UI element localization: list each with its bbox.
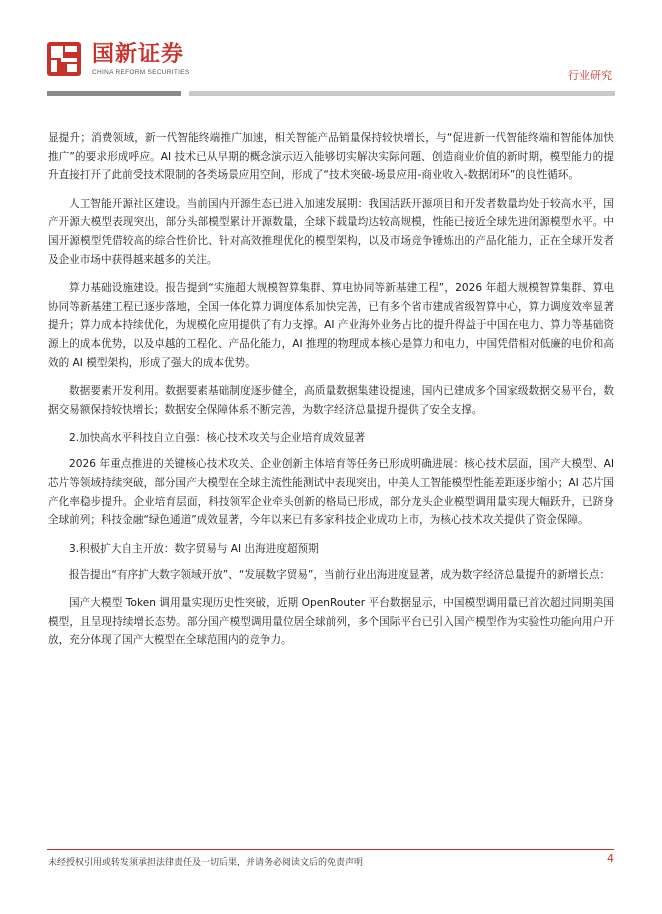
paragraph-consumer-ai: 显提升；消费领域，新一代智能终端推广加速，相关智能产品销量保持较快增长，与“促进新一代智能终端和智能体加快推广”的要求形成呼应。AI 技术已从早期的概念演示迈入能够切实解决实际问题、创造商业价值的新时期，模型能力的提升直接打开了此前受技术限制的各类场景应用空间，形成了“技术突破-场景应用-商业收入-数据闭环”的良性循环。 bbox=[48, 132, 614, 182]
footer-divider bbox=[47, 849, 614, 850]
page-number: 4 bbox=[607, 852, 614, 865]
company-logo bbox=[47, 42, 207, 82]
paragraph-token-usage: 国产大模型 Token 调用量实现历史性突破，近期 OpenRouter 平台数据显示，中国模型调用量已首次超过同期美国模型，且呈现持续增长态势。部分国产模型调用量位居全球前列，多个国际平台已引入国产模型作为实验性功能向用户开放，充分体现了国产大模型在全球范围内的竞争力。 bbox=[48, 597, 614, 647]
section-heading-2: 2.加快高水平科技自立自强：核心技术攻关与企业培育成效显著 bbox=[69, 432, 366, 445]
logo-subtitle: CHINA REFORM SECURITIES bbox=[92, 69, 190, 76]
paragraph-open-source: 人工智能开源社区建设。当前国内开源生态已进入加速发展期：我国活跃开源项目和开发者数量均处于较高水平，国产开源大模型表现突出，部分头部模型累计开源数量，全球下载量均达较高规模，性能已接近全球先进闭源模型水平。中国开源模型凭借较高的综合性价比、针对高效推理优化的模型架构，以及市场竞争锤炼出的产品化能力，正在全球开发者及企业市场中获得越来越多的关注。 bbox=[48, 197, 614, 266]
header-bar-light bbox=[189, 91, 615, 96]
paragraph-tech-progress: 2026 年重点推进的关键核心技术攻关、企业创新主体培育等任务已形成明确进展：核心技术层面，国产大模型、AI 芯片等领域持续突破，部分国产大模型在全球主流性能测试中表现突出，中美人工智能模型性能差距逐步缩小；AI 芯片国产化率稳步提升。企业培育层面，科技领军企业牵头创新的格局已形成，部分龙头企业模型调用量实现大幅跃升，已跻身全球前列；科技金融“绿色通道”成效显著，今年以来已有多家科技企业成功上市，为核心技术攻关提供了资金保障。 bbox=[48, 458, 614, 527]
paragraph-compute: 算力基础设施建设。报告提到“实施超大规模智算集群、算电协同等新基建工程”，2026 年超大规模智算集群、算电协同等新基建工程已逐步落地，全国一体化算力调度体系加快完善，已有多个省市建成省级智算中心，算力调度效率显著提升；算力成本持续优化，为规模化应用提供了有力支撑。AI 产业海外业务占比的提升得益于中国在电力、算力等基础资源上的成本优势，以及卓越的工程化、产品化能力，AI 推理的物理成本核心是算力和电力，中国凭借相对低廉的电价和高效的 AI 模型架构，形成了强大的成本优势。 bbox=[48, 282, 614, 369]
paragraph-digital-trade: 报告提出“有序扩大数字领域开放”、“发展数字贸易”，当前行业出海进度显著，成为数字经济总量提升的新增长点： bbox=[69, 568, 611, 581]
paragraph-data-elements: 数据要素开发利用。数据要素基础制度逐步健全，高质量数据集建设提速，国内已建成多个国家级数据交易平台，数据交易额保持较快增长；数据安全保障体系不断完善，为数字经济总量提升提供了安全支撑。 bbox=[48, 385, 614, 416]
document-body bbox=[48, 129, 614, 660]
section-tag: 行业研究 bbox=[568, 69, 612, 82]
header-bar-dark bbox=[47, 91, 181, 96]
section-heading-3: 3.积极扩大自主开放：数字贸易与 AI 出海进度超预期 bbox=[69, 542, 319, 555]
logo-mark-icon bbox=[47, 42, 81, 76]
logo-text: 国新证券 bbox=[92, 42, 185, 67]
footer-disclaimer: 未经授权引用或转发须承担法律责任及一切后果，并请务必阅读文后的免责声明 bbox=[48, 858, 364, 868]
